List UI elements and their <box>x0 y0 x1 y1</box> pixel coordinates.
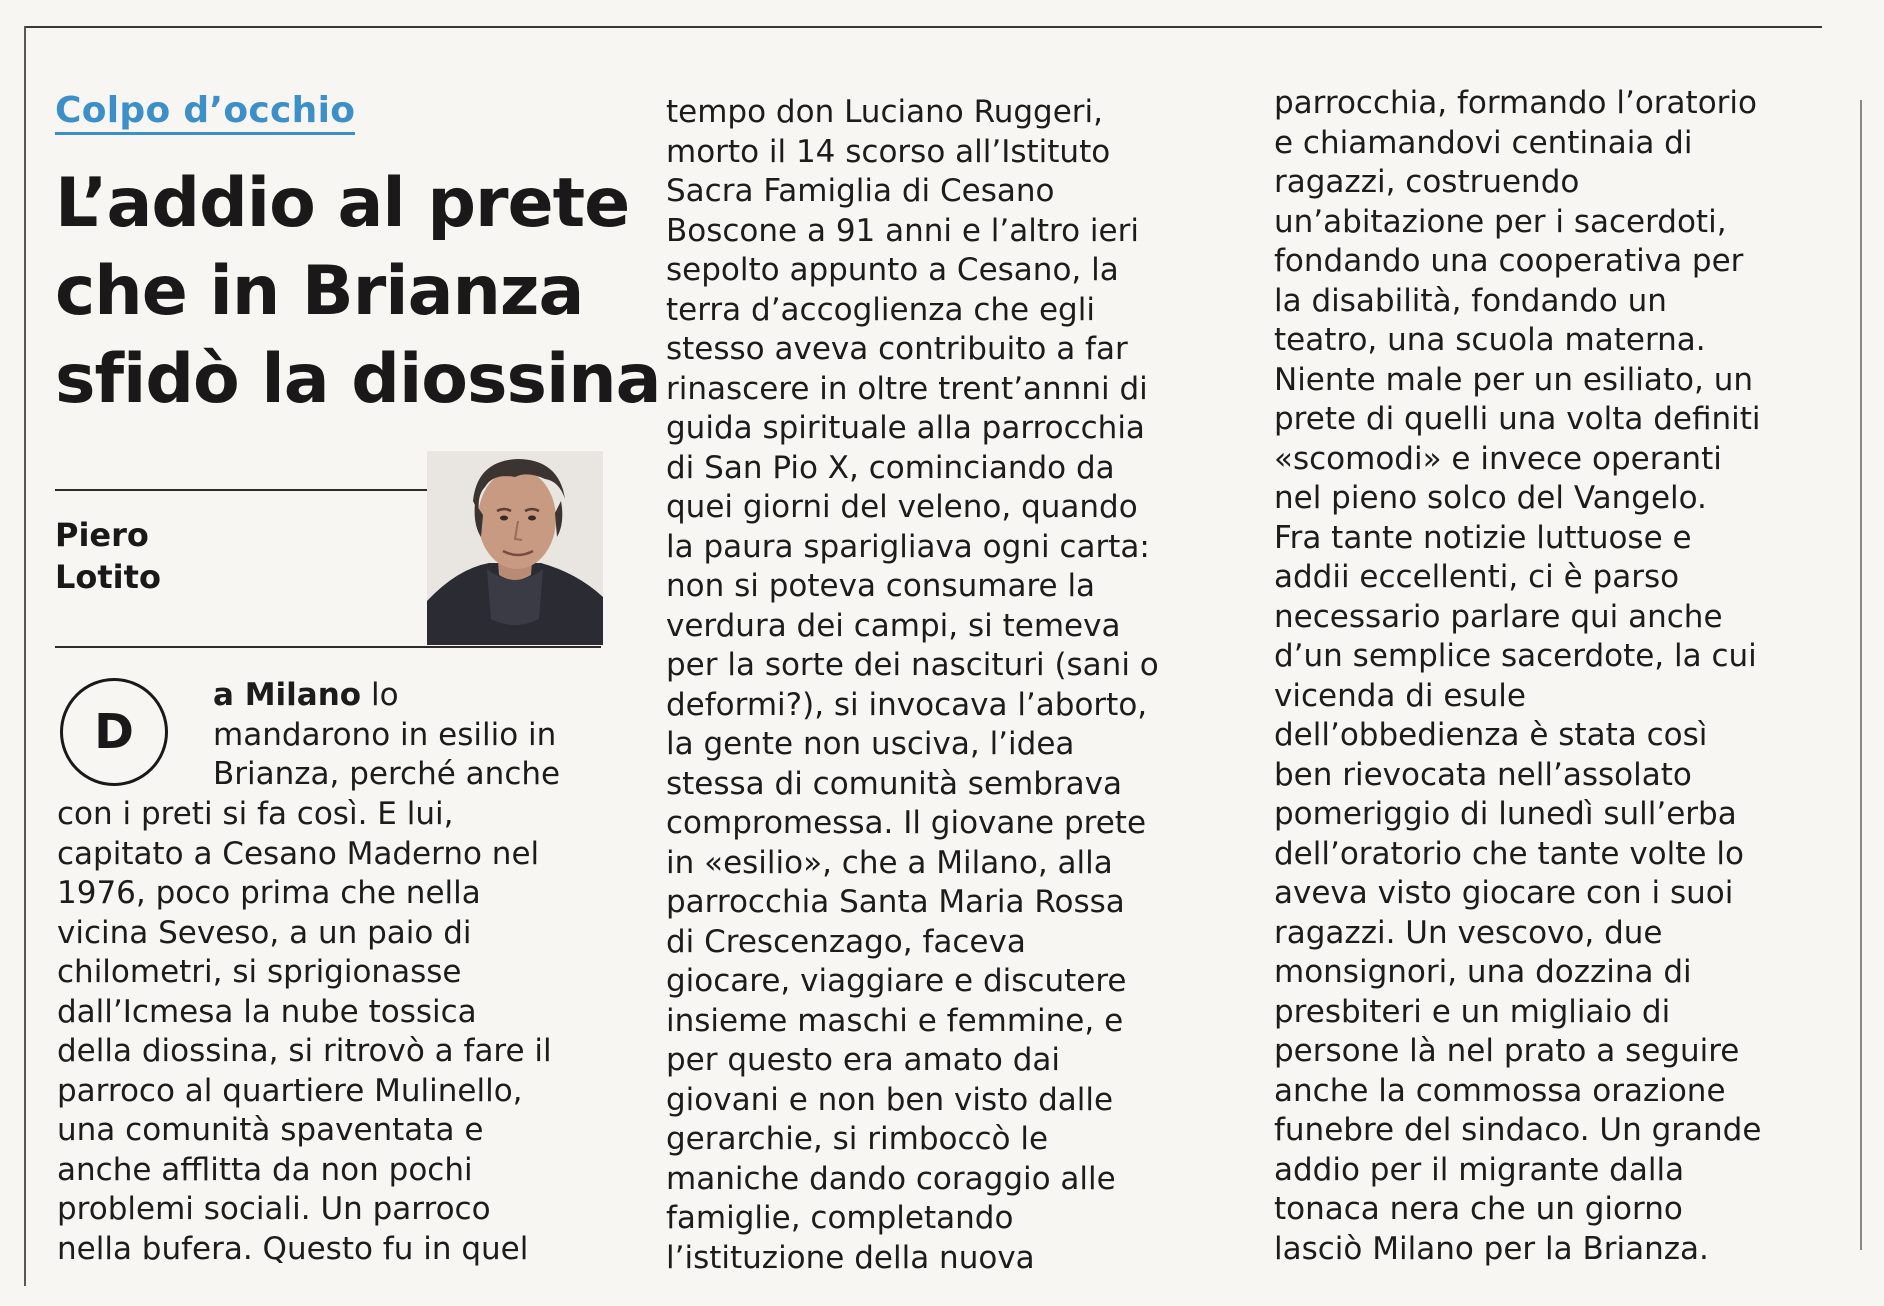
right-column-rule <box>1860 100 1862 1250</box>
text-line: morto il 14 scorso all’Istituto <box>666 133 1111 170</box>
text-line: famiglie, completando <box>666 1200 1014 1236</box>
text-line: anche afflitta da non pochi <box>57 1151 473 1188</box>
text-line: nella bufera. Questo fu in quel <box>57 1230 529 1267</box>
text-line: giovani e non ben visto dalle <box>666 1081 1114 1118</box>
column-2-body <box>666 93 1159 1278</box>
text-line: Sacra Famiglia di Cesano <box>666 173 1055 209</box>
text-line: 1976, poco prima che nella <box>57 875 481 911</box>
headline-line: sfidò la diossina <box>55 340 661 419</box>
text-line: l’istituzione della nuova <box>666 1239 1035 1276</box>
text-line: stessa di comunità sembrava <box>666 765 1122 802</box>
text-line: deformi?), si invocava l’aborto, <box>666 686 1148 723</box>
text-line: la gente non usciva, l’idea <box>666 726 1075 762</box>
text-line: anche la commossa orazione <box>1274 1072 1726 1109</box>
text-line: fondando una cooperativa per <box>1274 243 1744 279</box>
author-byline <box>55 514 161 598</box>
text-line: vicenda di esule <box>1274 677 1526 714</box>
text-line: tempo don Luciano Ruggeri, <box>666 94 1103 130</box>
text-line: in «esilio», che a Milano, alla <box>666 844 1113 881</box>
text-line: dell’oratorio che tante volte lo <box>1274 835 1744 872</box>
text-line: di San Pio X, cominciando da <box>666 449 1115 486</box>
text-line: e chiamandovi centinaia di <box>1274 124 1693 161</box>
column-1-body <box>57 795 552 1269</box>
text-line: verdura dei campi, si temeva <box>666 607 1121 644</box>
text-line: Niente male per un esiliato, un <box>1274 361 1754 398</box>
text-line: per questo era amato dai <box>666 1042 1060 1078</box>
lead-text: lo <box>361 677 399 713</box>
text-line: tonaca nera che un giorno <box>1274 1191 1683 1227</box>
text-line: insieme maschi e femmine, e <box>666 1002 1124 1039</box>
text-line: monsignori, una dozzina di <box>1274 954 1692 990</box>
text-line: pomeriggio di lunedì sull’erba <box>1274 796 1737 832</box>
text-line: terra d’accoglienza che egli <box>666 291 1095 328</box>
text-line: stesso aveva contribuito a far <box>666 331 1128 367</box>
headline-line: che in Brianza <box>55 252 584 331</box>
text-line: parroco al quartiere Mulinello, <box>57 1072 523 1109</box>
text-line: maniche dando coraggio alle <box>666 1160 1116 1197</box>
author-portrait <box>427 451 603 645</box>
column-3-body <box>1274 84 1761 1269</box>
text-line: non si poteva consumare la <box>666 568 1096 604</box>
text-line: Brianza, perché anche <box>213 756 561 792</box>
text-line: problemi sociali. Un parroco <box>57 1191 491 1227</box>
column-1-lead <box>213 676 560 795</box>
text-line: capitato a Cesano Maderno nel <box>57 835 540 872</box>
text-line <box>213 676 560 716</box>
text-line: d’un semplice sacerdote, la cui <box>1274 638 1757 674</box>
text-line: della diossina, si ritrovò a fare il <box>57 1033 552 1069</box>
text-line: ragazzi. Un vescovo, due <box>1274 914 1663 951</box>
text-line: giocare, viaggiare e discutere <box>666 963 1127 999</box>
text-line: ragazzi, costruendo <box>1274 164 1580 200</box>
lead-bold-words: a Milano <box>213 677 362 713</box>
text-line: prete di quelli una volta definiti <box>1274 401 1761 437</box>
text-line: funebre del sindaco. Un grande <box>1274 1112 1762 1148</box>
text-line: mandarono in esilio in <box>213 716 557 753</box>
top-rule <box>26 26 1822 28</box>
text-line: chilometri, si sprigionasse <box>57 954 462 990</box>
text-line: aveva visto giocare con i suoi <box>1274 875 1734 911</box>
text-line: un’abitazione per i sacerdoti, <box>1274 203 1727 240</box>
text-line: gerarchie, si rimboccò le <box>666 1121 1049 1157</box>
text-line: di Crescenzago, faceva <box>666 923 1026 960</box>
text-line: lasciò Milano per la Brianza. <box>1274 1230 1709 1267</box>
author-last-name: Lotito <box>55 558 161 596</box>
text-line: la paura sparigliava ogni carta: <box>666 528 1150 565</box>
text-line: una comunità spaventata e <box>57 1112 484 1148</box>
text-line: parrocchia, formando l’oratorio <box>1274 85 1757 121</box>
text-line: presbiteri e un migliaio di <box>1274 993 1671 1030</box>
text-line: la disabilità, fondando un <box>1274 282 1667 319</box>
text-line: compromessa. Il giovane prete <box>666 805 1147 841</box>
text-line: con i preti si fa così. E lui, <box>57 796 454 832</box>
byline-bottom-rule <box>55 646 601 648</box>
text-line: Boscone a 91 anni e l’altro ieri <box>666 212 1139 249</box>
section-kicker: Colpo d’occhio <box>55 90 355 135</box>
text-line: dall’Icmesa la nube tossica <box>57 993 477 1030</box>
headline-line: L’addio al prete <box>55 164 630 243</box>
text-line: addio per il migrante dalla <box>1274 1151 1685 1188</box>
text-line: parrocchia Santa Maria Rossa <box>666 884 1125 920</box>
text-line: guida spirituale alla parrocchia <box>666 410 1145 446</box>
left-column-rule <box>24 26 26 1286</box>
text-line: ben rievocata nell’assolato <box>1274 756 1692 793</box>
text-line: sepolto appunto a Cesano, la <box>666 252 1119 288</box>
text-line: nel pieno solco del Vangelo. <box>1274 480 1707 516</box>
dropcap-initial: D <box>60 678 168 786</box>
text-line: teatro, una scuola materna. <box>1274 322 1706 358</box>
text-line: necessario parlare qui anche <box>1274 598 1723 635</box>
headline <box>55 160 661 424</box>
text-line: vicina Seveso, a un paio di <box>57 914 472 951</box>
text-line: quei giorni del veleno, quando <box>666 489 1138 525</box>
text-line: persone là nel prato a seguire <box>1274 1033 1740 1069</box>
text-line: per la sorte dei nascituri (sani o <box>666 647 1159 683</box>
text-line: «scomodi» e invece operanti <box>1274 440 1722 477</box>
text-line: addii eccellenti, ci è parso <box>1274 559 1680 595</box>
text-line: dell’obbedienza è stata così <box>1274 717 1708 753</box>
author-first-name: Piero <box>55 516 149 554</box>
text-line: Fra tante notizie luttuose e <box>1274 519 1692 556</box>
text-line: rinascere in oltre trent’annni di <box>666 370 1148 407</box>
